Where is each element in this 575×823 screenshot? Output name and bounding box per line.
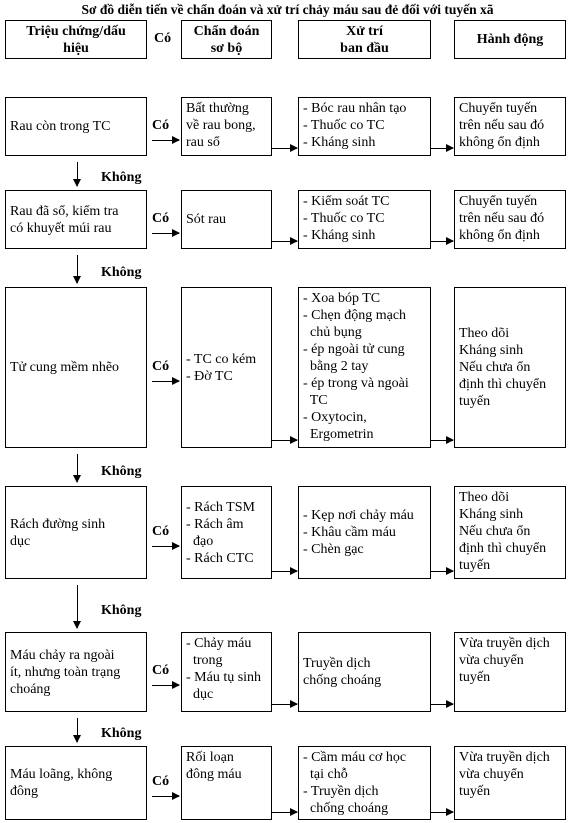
- diagnosis-text: - Rách âm: [186, 516, 244, 532]
- right-arrow: [431, 704, 453, 705]
- symptom-text: dục: [10, 533, 31, 549]
- right-arrow: [272, 148, 297, 149]
- action-text: tuyến: [459, 558, 491, 573]
- header-initial-line-1: Xử trí: [346, 23, 383, 39]
- action-box: [454, 746, 566, 820]
- initial-treatment-box: [298, 190, 431, 249]
- diagnosis-text: - Máu tụ sinh: [186, 670, 262, 685]
- down-arrow: [77, 585, 78, 628]
- initial-treatment-text: - Bóc rau nhân tạo: [303, 101, 407, 116]
- header-action-label: Hành động: [476, 32, 544, 47]
- action-text: định thì chuyển: [459, 377, 547, 392]
- initial-treatment-text: - Kháng sinh: [303, 228, 376, 243]
- symptom-text: có khuyết múi rau: [10, 220, 112, 236]
- diagnosis-box: [181, 287, 272, 448]
- right-arrow: [272, 440, 297, 441]
- khong-label: Không: [101, 170, 142, 185]
- action-box: [454, 632, 566, 712]
- initial-treatment-text: chống choáng: [303, 673, 382, 688]
- header-co: Có: [154, 31, 172, 46]
- header-symptom-line-1: Triệu chứng/dấu: [26, 23, 126, 39]
- header-diagnosis: [181, 20, 272, 59]
- symptom-text: Rau đã sổ, kiểm tra: [10, 203, 119, 219]
- action-text: định thì chuyển: [459, 541, 547, 556]
- action-text: trên nếu sau đó: [459, 118, 545, 133]
- header-symptom: [5, 20, 147, 59]
- right-arrow: [152, 685, 179, 686]
- action-text: vừa chuyển: [459, 653, 524, 668]
- diagnosis-box: [181, 97, 272, 156]
- header-diagnosis-line-1: Chẩn đoán: [193, 23, 260, 39]
- header-initial-line-2: ban đầu: [340, 40, 389, 56]
- diagnosis-text: rau sổ: [186, 135, 220, 150]
- action-text: tuyến: [459, 670, 491, 685]
- diagnosis-text: - Đờ TC: [186, 368, 233, 384]
- right-arrow: [152, 381, 179, 382]
- action-text: Vừa truyền dịch: [459, 636, 550, 651]
- symptom-text: choáng: [10, 681, 51, 697]
- right-arrow: [431, 148, 453, 149]
- co-label: Có: [152, 359, 170, 374]
- action-box: [454, 486, 566, 579]
- initial-treatment-text: bằng 2 tay: [303, 359, 369, 374]
- diagnosis-box: [181, 190, 272, 249]
- diagnosis-text: Rối loạn: [186, 750, 234, 765]
- diagnosis-text: về rau bong,: [186, 118, 256, 133]
- initial-treatment-box: [298, 746, 431, 820]
- header-action: [454, 20, 566, 59]
- initial-treatment-box: [298, 486, 431, 579]
- khong-label: Không: [101, 265, 142, 280]
- co-label: Có: [152, 524, 170, 539]
- header-diagnosis-line-2: sơ bộ: [210, 40, 243, 56]
- action-text: không ổn định: [459, 228, 540, 243]
- initial-treatment-text: - Chẹn động mạch: [303, 308, 407, 323]
- action-text: Vừa truyền dịch: [459, 750, 550, 765]
- diagnosis-text: Sót rau: [186, 212, 227, 227]
- initial-treatment-text: chống choáng: [303, 801, 389, 816]
- symptom-box: [5, 97, 147, 156]
- diagnosis-text: - TC co kém: [186, 351, 257, 367]
- right-arrow: [152, 140, 179, 141]
- co-label: Có: [152, 211, 170, 226]
- header-symptom-line-2: hiệu: [63, 40, 89, 56]
- action-box: [454, 190, 566, 249]
- symptom-text: Máu chảy ra ngoài: [10, 647, 115, 663]
- right-arrow: [152, 796, 179, 797]
- symptom-text: Máu loãng, không: [10, 767, 113, 782]
- right-arrow: [272, 241, 297, 242]
- co-label: Có: [152, 774, 170, 789]
- symptom-text: Tử cung mềm nhẽo: [10, 360, 120, 375]
- diagnosis-text: - Rách TSM: [186, 499, 255, 515]
- initial-treatment-text: - ép ngoài tử cung: [303, 342, 405, 357]
- khong-label: Không: [101, 464, 142, 479]
- diagnosis-text: - Rách CTC: [186, 550, 254, 566]
- right-arrow: [431, 440, 453, 441]
- action-text: trên nếu sau đó: [459, 211, 545, 226]
- initial-treatment-text: - Truyền dịch: [303, 784, 379, 799]
- action-text: Nếu chưa ổn: [459, 524, 531, 539]
- symptom-box: [5, 190, 147, 249]
- action-text: Theo dõi: [459, 326, 510, 341]
- symptom-box: [5, 486, 147, 579]
- action-box: [454, 287, 566, 448]
- symptom-box: [5, 746, 147, 820]
- initial-treatment-text: - Kháng sinh: [303, 135, 376, 150]
- diagnosis-text: - Chảy máu: [186, 636, 252, 651]
- initial-treatment-text: - Xoa bóp TC: [303, 291, 381, 306]
- down-arrow: [77, 718, 78, 742]
- symptom-text: đông: [10, 784, 38, 799]
- right-arrow: [431, 241, 453, 242]
- right-arrow: [272, 812, 297, 813]
- action-text: Theo dõi: [459, 490, 510, 505]
- initial-treatment-text: - Thuốc co TC: [303, 118, 385, 133]
- right-arrow: [431, 812, 453, 813]
- co-label: Có: [152, 118, 170, 133]
- initial-treatment-text: tại chỗ: [303, 767, 348, 782]
- initial-treatment-text: - Kiểm soát TC: [303, 194, 390, 209]
- down-arrow: [77, 255, 78, 283]
- symptom-text: ít, nhưng toàn trạng: [10, 664, 121, 680]
- initial-treatment-text: - ép trong và ngoài: [303, 376, 409, 391]
- diagnosis-text: dục: [186, 687, 214, 702]
- action-box: [454, 97, 566, 156]
- diagnosis-box: [181, 632, 272, 712]
- initial-treatment-text: Truyền dịch: [303, 656, 371, 671]
- initial-treatment-text: - Oxytocin,: [303, 410, 367, 425]
- action-text: không ổn định: [459, 135, 540, 150]
- diagnosis-text: trong: [186, 653, 223, 668]
- right-arrow: [431, 571, 453, 572]
- right-arrow: [272, 571, 297, 572]
- action-text: tuyến: [459, 784, 491, 799]
- initial-treatment-text: - Thuốc co TC: [303, 211, 385, 226]
- action-text: Kháng sinh: [459, 343, 524, 358]
- initial-treatment-text: chủ bụng: [303, 325, 362, 340]
- initial-treatment-text: TC: [303, 393, 328, 408]
- symptom-text: Rách đường sinh: [10, 516, 106, 532]
- symptom-box: [5, 632, 147, 712]
- khong-label: Không: [101, 603, 142, 618]
- initial-treatment-text: - Kẹp nơi chảy máu: [303, 508, 414, 523]
- diagnosis-box: [181, 486, 272, 579]
- diagnosis-text: đông máu: [186, 767, 242, 782]
- down-arrow: [77, 162, 78, 186]
- action-text: Chuyển tuyến: [459, 194, 538, 209]
- initial-treatment-box: [298, 287, 431, 448]
- initial-treatment-text: - Khâu cầm máu: [303, 525, 396, 540]
- initial-treatment-text: - Cầm máu cơ học: [303, 750, 407, 765]
- action-text: tuyến: [459, 394, 491, 409]
- co-label: Có: [152, 663, 170, 678]
- diagram-title: Sơ đồ diễn tiến về chẩn đoán và xử trí chảy máu sau đẻ đối với tuyến xã: [81, 2, 494, 17]
- right-arrow: [152, 546, 179, 547]
- right-arrow: [152, 233, 179, 234]
- diagnosis-box: [181, 746, 272, 820]
- initial-treatment-text: Ergometrin: [303, 427, 374, 442]
- right-arrow: [272, 704, 297, 705]
- symptom-box: [5, 287, 147, 448]
- diagnosis-text: Bất thường: [186, 101, 249, 116]
- action-text: Nếu chưa ổn: [459, 360, 531, 375]
- diagnosis-text: đạo: [186, 533, 214, 549]
- action-text: Chuyển tuyến: [459, 101, 538, 116]
- down-arrow: [77, 454, 78, 482]
- initial-treatment-text: - Chèn gạc: [303, 542, 364, 557]
- header-initial: [298, 20, 431, 59]
- khong-label: Không: [101, 726, 142, 741]
- initial-treatment-box: [298, 632, 431, 712]
- initial-treatment-box: [298, 97, 431, 156]
- symptom-text: Rau còn trong TC: [10, 119, 111, 134]
- action-text: Kháng sinh: [459, 507, 524, 522]
- action-text: vừa chuyển: [459, 767, 524, 782]
